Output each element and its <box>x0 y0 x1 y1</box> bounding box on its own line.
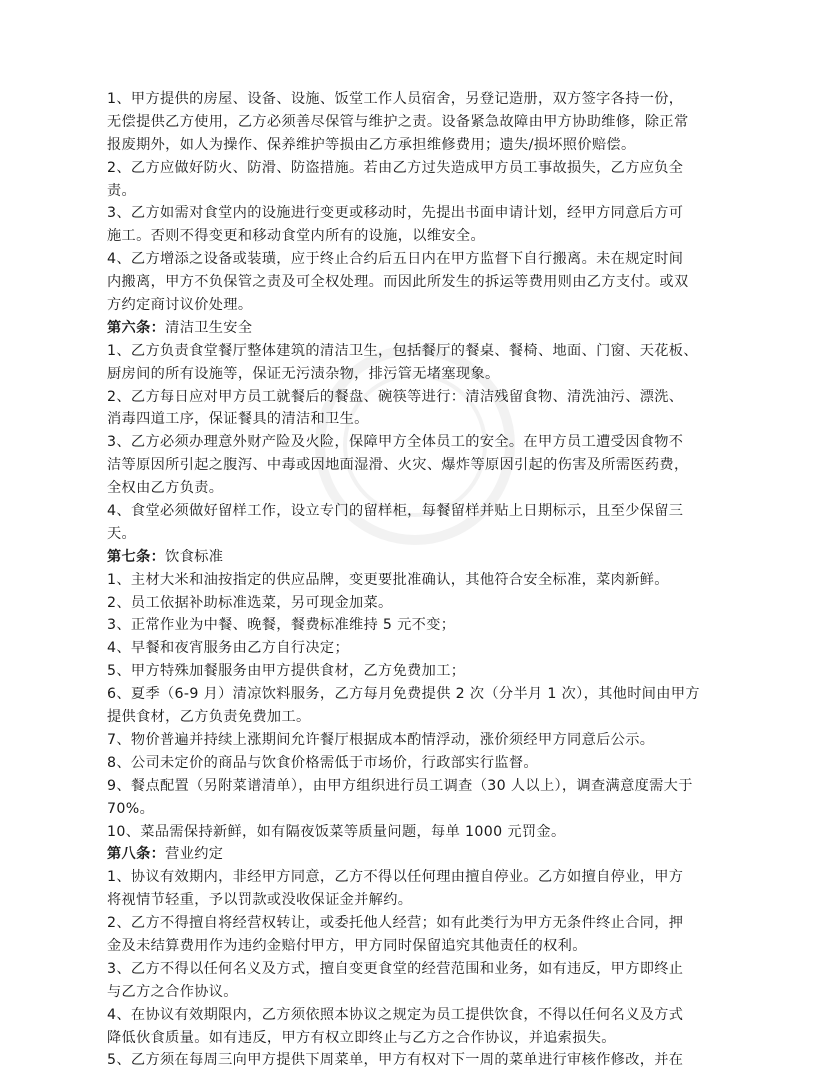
section-number: 第六条： <box>107 319 166 336</box>
text-line: 责。 <box>107 182 137 199</box>
text-line: 1、协议有效期内，非经甲方同意，乙方不得以任何理由擅自停业。乙方如擅自停业，甲方 <box>107 869 684 886</box>
text-line: 5、甲方特殊加餐服务由甲方提供食材，乙方免费加工； <box>107 663 466 680</box>
section-title: 清洁卫生安全 <box>165 319 253 336</box>
section-heading <box>107 843 747 866</box>
text-line: 2、乙方应做好防火、防滑、防盗措施。若由乙方过失造成甲方员工事故损失，乙方应负全 <box>107 159 684 176</box>
text-line: 消毒四道工序，保证餐具的清洁和卫生。 <box>107 411 369 428</box>
section-title: 营业约定 <box>165 846 224 863</box>
section-number: 第七条： <box>107 548 166 565</box>
text-line: 报废期外，如人为操作、保养维护等损由乙方承担维修费用；遗失/损坏照价赔偿。 <box>107 136 636 153</box>
text-line: 4、早餐和夜宵服务由乙方自行决定； <box>107 640 349 657</box>
text-line: 70%。 <box>107 800 155 817</box>
text-line: 无偿提供乙方使用，乙方必须善尽保管与维护之责。设备紧急故障由甲方协助维修，除正常 <box>107 113 689 130</box>
section-heading <box>107 317 747 340</box>
text-line: 3、乙方必须办理意外财产险及火险，保障甲方全体员工的安全。在甲方员工遭受因食物不 <box>107 434 684 451</box>
section-title: 饮食标准 <box>165 548 224 565</box>
text-line: 全权由乙方负责。 <box>107 480 224 497</box>
text-line: 4、食堂必须做好留样工作，设立专门的留样柜，每餐留样并贴上日期标示，且至少保留三 <box>107 503 684 520</box>
text-line: 2、乙方每日应对甲方员工就餐后的餐盘、碗筷等进行：清洁残留食物、清洗油污、漂洗、 <box>107 388 684 405</box>
text-line: 7、物价普遍并持续上涨期间允许餐厅根据成本酌情浮动，涨价须经甲方同意后公示。 <box>107 731 655 748</box>
section-heading <box>107 546 747 569</box>
text-line: 1、主材大米和油按指定的供应品牌，变更要批准确认，其他符合安全标准，菜肉新鲜。 <box>107 571 669 588</box>
text-line: 6、夏季（6-9 月）清凉饮料服务，乙方每月免费提供 2 次（分半月 1 次），其他时间由甲方 <box>107 686 700 703</box>
text-line: 金及未结算费用作为违约金赔付甲方，甲方同时保留追究其他责任的权利。 <box>107 937 587 954</box>
text-line: 与乙方之合作协议。 <box>107 983 238 1000</box>
text-line: 5、乙方须在每周三向甲方提供下周菜单，甲方有权对下一周的菜单进行审核作修改，并在 <box>107 1052 684 1069</box>
text-line: 4、乙方增添之设备或装璜，应于终止合约后五日内在甲方监督下自行搬离。未在规定时间 <box>107 251 684 268</box>
text-line: 3、正常作业为中餐、晚餐，餐费标准维持 5 元不变； <box>107 617 456 634</box>
text-line: 提供食材，乙方负责免费加工。 <box>107 709 311 726</box>
text-line: 1、乙方负责食堂餐厅整体建筑的清洁卫生，包括餐厅的餐桌、餐椅、地面、门窗、天花板、 <box>107 342 698 359</box>
text-line: 8、公司未定价的商品与饮食价格需低于市场价，行政部实行监督。 <box>107 754 538 771</box>
text-line: 1、甲方提供的房屋、设备、设施、饭堂工作人员宿舍，另登记造册，双方签字各持一份， <box>107 91 684 107</box>
text-line: 10、菜品需保持新鲜，如有隔夜饭菜等质量问题，每单 1000 元罚金。 <box>107 823 566 840</box>
text-line: 3、乙方不得以任何名义及方式，擅自变更食堂的经营范围和业务，如有违反，甲方即终止 <box>107 960 684 977</box>
text-line: 施工。否则不得变更和移动食堂内所有的设施，以维安全。 <box>107 228 485 245</box>
section-number: 第八条： <box>107 846 166 863</box>
text-line: 厨房间的所有设施等，保证无污渍杂物，排污管无堵塞现象。 <box>107 365 500 382</box>
text-line: 4、在协议有效期限内，乙方须依照本协议之规定为员工提供饮食，不得以任何名义及方式 <box>107 1006 684 1023</box>
text-line: 3、乙方如需对食堂内的设施进行变更或移动时，先提出书面申请计划，经甲方同意后方可 <box>107 205 684 222</box>
text-line: 9、餐点配置（另附菜谱清单），由甲方组织进行员工调查（30 人以上），调查满意度需大于 <box>107 777 693 794</box>
text-line: 洁等原因所引起之腹泻、中毒或因地面湿滑、火灾、爆炸等原因引起的伤害及所需医药费， <box>107 457 689 474</box>
text-line: 2、乙方不得擅自将经营权转让，或委托他人经营；如有此类行为甲方无条件终止合同，押 <box>107 915 684 932</box>
text-line: 内搬离，甲方不负保管之责及可全权处理。而因此所发生的拆运等费用则由乙方支付。或双 <box>107 274 689 291</box>
text-line: 将视情节轻重，予以罚款或没收保证金并解约。 <box>107 892 413 909</box>
document-body <box>107 88 747 1072</box>
text-line: 方约定商讨议价处理。 <box>107 297 253 314</box>
text-line: 2、员工依据补助标准选菜，另可现金加菜。 <box>107 594 393 611</box>
text-line: 天。 <box>107 525 137 542</box>
text-line: 降低伙食质量。如有违反，甲方有权立即终止与乙方之合作协议，并追索损失。 <box>107 1029 616 1046</box>
